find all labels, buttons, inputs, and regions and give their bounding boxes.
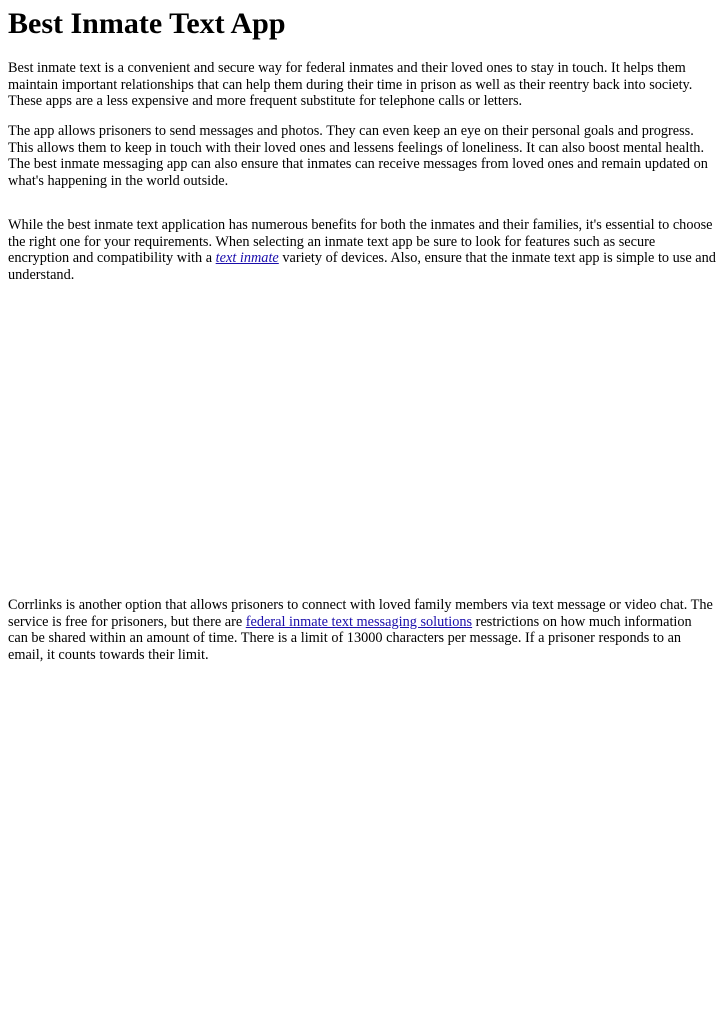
paragraph-corrlinks-text-before: Corrlinks is another option that allows prisoners to connect with loved family members via text message or video chat. The service is free for prisoners, but there are [8, 597, 713, 630]
text-inmate-link[interactable]: text inmate [215, 250, 279, 266]
page-title: Best Inmate Text App [8, 7, 286, 40]
paragraph-corrlinks [8, 597, 714, 663]
paragraph-choosing-app-text-before: While the best inmate text application has numerous benefits for both the inmates and their families, it's essential to choose the right one for your requirements. When selecting an inmate text app be sure to look for features such as secure encryption and compatibility with a [8, 217, 713, 266]
paragraph-intro: Best inmate text is a convenient and secure way for federal inmates and their loved ones to stay in touch. It helps them maintain important relationships that can help them during their time in prison as well as their reentry back into society. These apps are a less expensive and more frequent substitute for telephone calls or letters. [8, 60, 693, 109]
paragraph-choosing-app-text-after: variety of devices. Also, ensure that the inmate text app is simple to use and understand. [8, 250, 716, 283]
federal-inmate-text-messaging-solutions-link[interactable]: federal inmate text messaging solutions [245, 613, 473, 630]
paragraph-choosing-app [8, 217, 716, 283]
paragraph-app-features: The app allows prisoners to send messages and photos. They can even keep an eye on their personal goals and progress. This allows them to keep in touch with their loved ones and lessens feelings of loneliness. It can also boost mental health. The best inmate messaging app can also ensure that inmates can receive messages from loved ones and remain updated on what's happening in the world outside. [8, 123, 708, 189]
paragraph-corrlinks-text-after: restrictions on how much information can be shared within an amount of time. There is a limit of 13000 characters per message. If a prisoner responds to an email, it counts towards their limit. [8, 613, 692, 663]
